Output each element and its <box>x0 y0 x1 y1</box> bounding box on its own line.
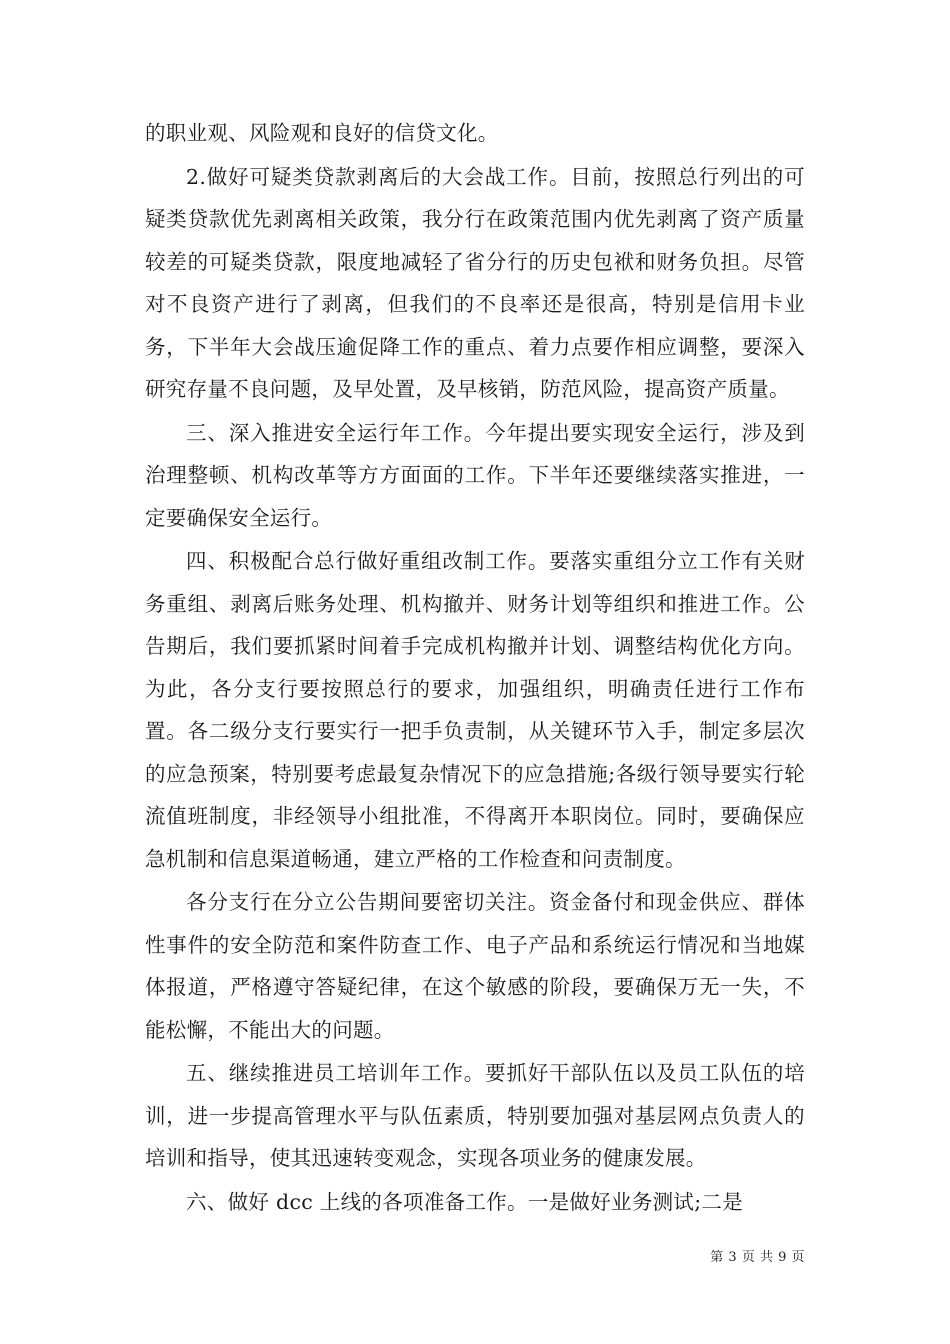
paragraph-branch-notice: 各分支行在分立公告期间要密切关注。资金备付和现金供应、群体性事件的安全防范和案件防查工作、电子产品和系统运行情况和当地媒体报道，严格遵守答疑纪律，在这个敏感的阶段，要确保万无一失，不能松懈，不能出大的问题。 <box>145 890 805 1042</box>
paragraph-section-5: 五、继续推进员工培训年工作。要抓好干部队伍以及员工队伍的培训，进一步提高管理水平与队伍素质，特别要加强对基层网点负责人的培训和指导，使其迅速转变观念，实现各项业务的健康发展。 <box>145 1061 805 1170</box>
paragraph-item-2: 2.做好可疑类贷款剥离后的大会战工作。目前，按照总行列出的可疑类贷款优先剥离相关政策，我分行在政策范围内优先剥离了资产质量较差的可疑类贷款，限度地减轻了省分行的历史包袱和财务负担。尽管对不良资产进行了剥离，但我们的不良率还是很高，特别是信用卡业务，下半年大会战压逾促降工作的重点、着力点要作相应调整，要深入研究存量不良问题，及早处置，及早核销，防范风险，提高资产质量。 <box>145 164 805 401</box>
paragraph-continuation: 的职业观、风险观和良好的信贷文化。 <box>145 121 499 145</box>
document-body <box>145 112 805 1223</box>
paragraph-section-3: 三、深入推进安全运行年工作。今年提出要实现安全运行，涉及到治理整顿、机构改革等方方面面的工作。下半年还要继续落实推进，一定要确保安全运行。 <box>145 420 805 530</box>
page-number-footer: 第 3 页 共 9 页 <box>710 1250 805 1265</box>
paragraph-section-6: 六、做好 dcc 上线的各项准备工作。一是做好业务测试;二是 <box>186 1189 744 1214</box>
paragraph-section-4: 四、积极配合总行做好重组改制工作。要落实重组分立工作有关财务重组、剥离后账务处理、机构撤并、财务计划等组织和推进工作。公告期后，我们要抓紧时间着手完成机构撤并计划、调整结构优化方向。为此，各分支行要按照总行的要求，加强组织，明确责任进行工作布置。各二级分支行要实行一把手负责制，从关键环节入手，制定多层次的应急预案，特别要考虑最复杂情况下的应急措施;各级行领导要实行轮流值班制度，非经领导小组批准，不得离开本职岗位。同时，要确保应急机制和信息渠道畅通，建立严格的工作检查和问责制度。 <box>145 549 805 871</box>
